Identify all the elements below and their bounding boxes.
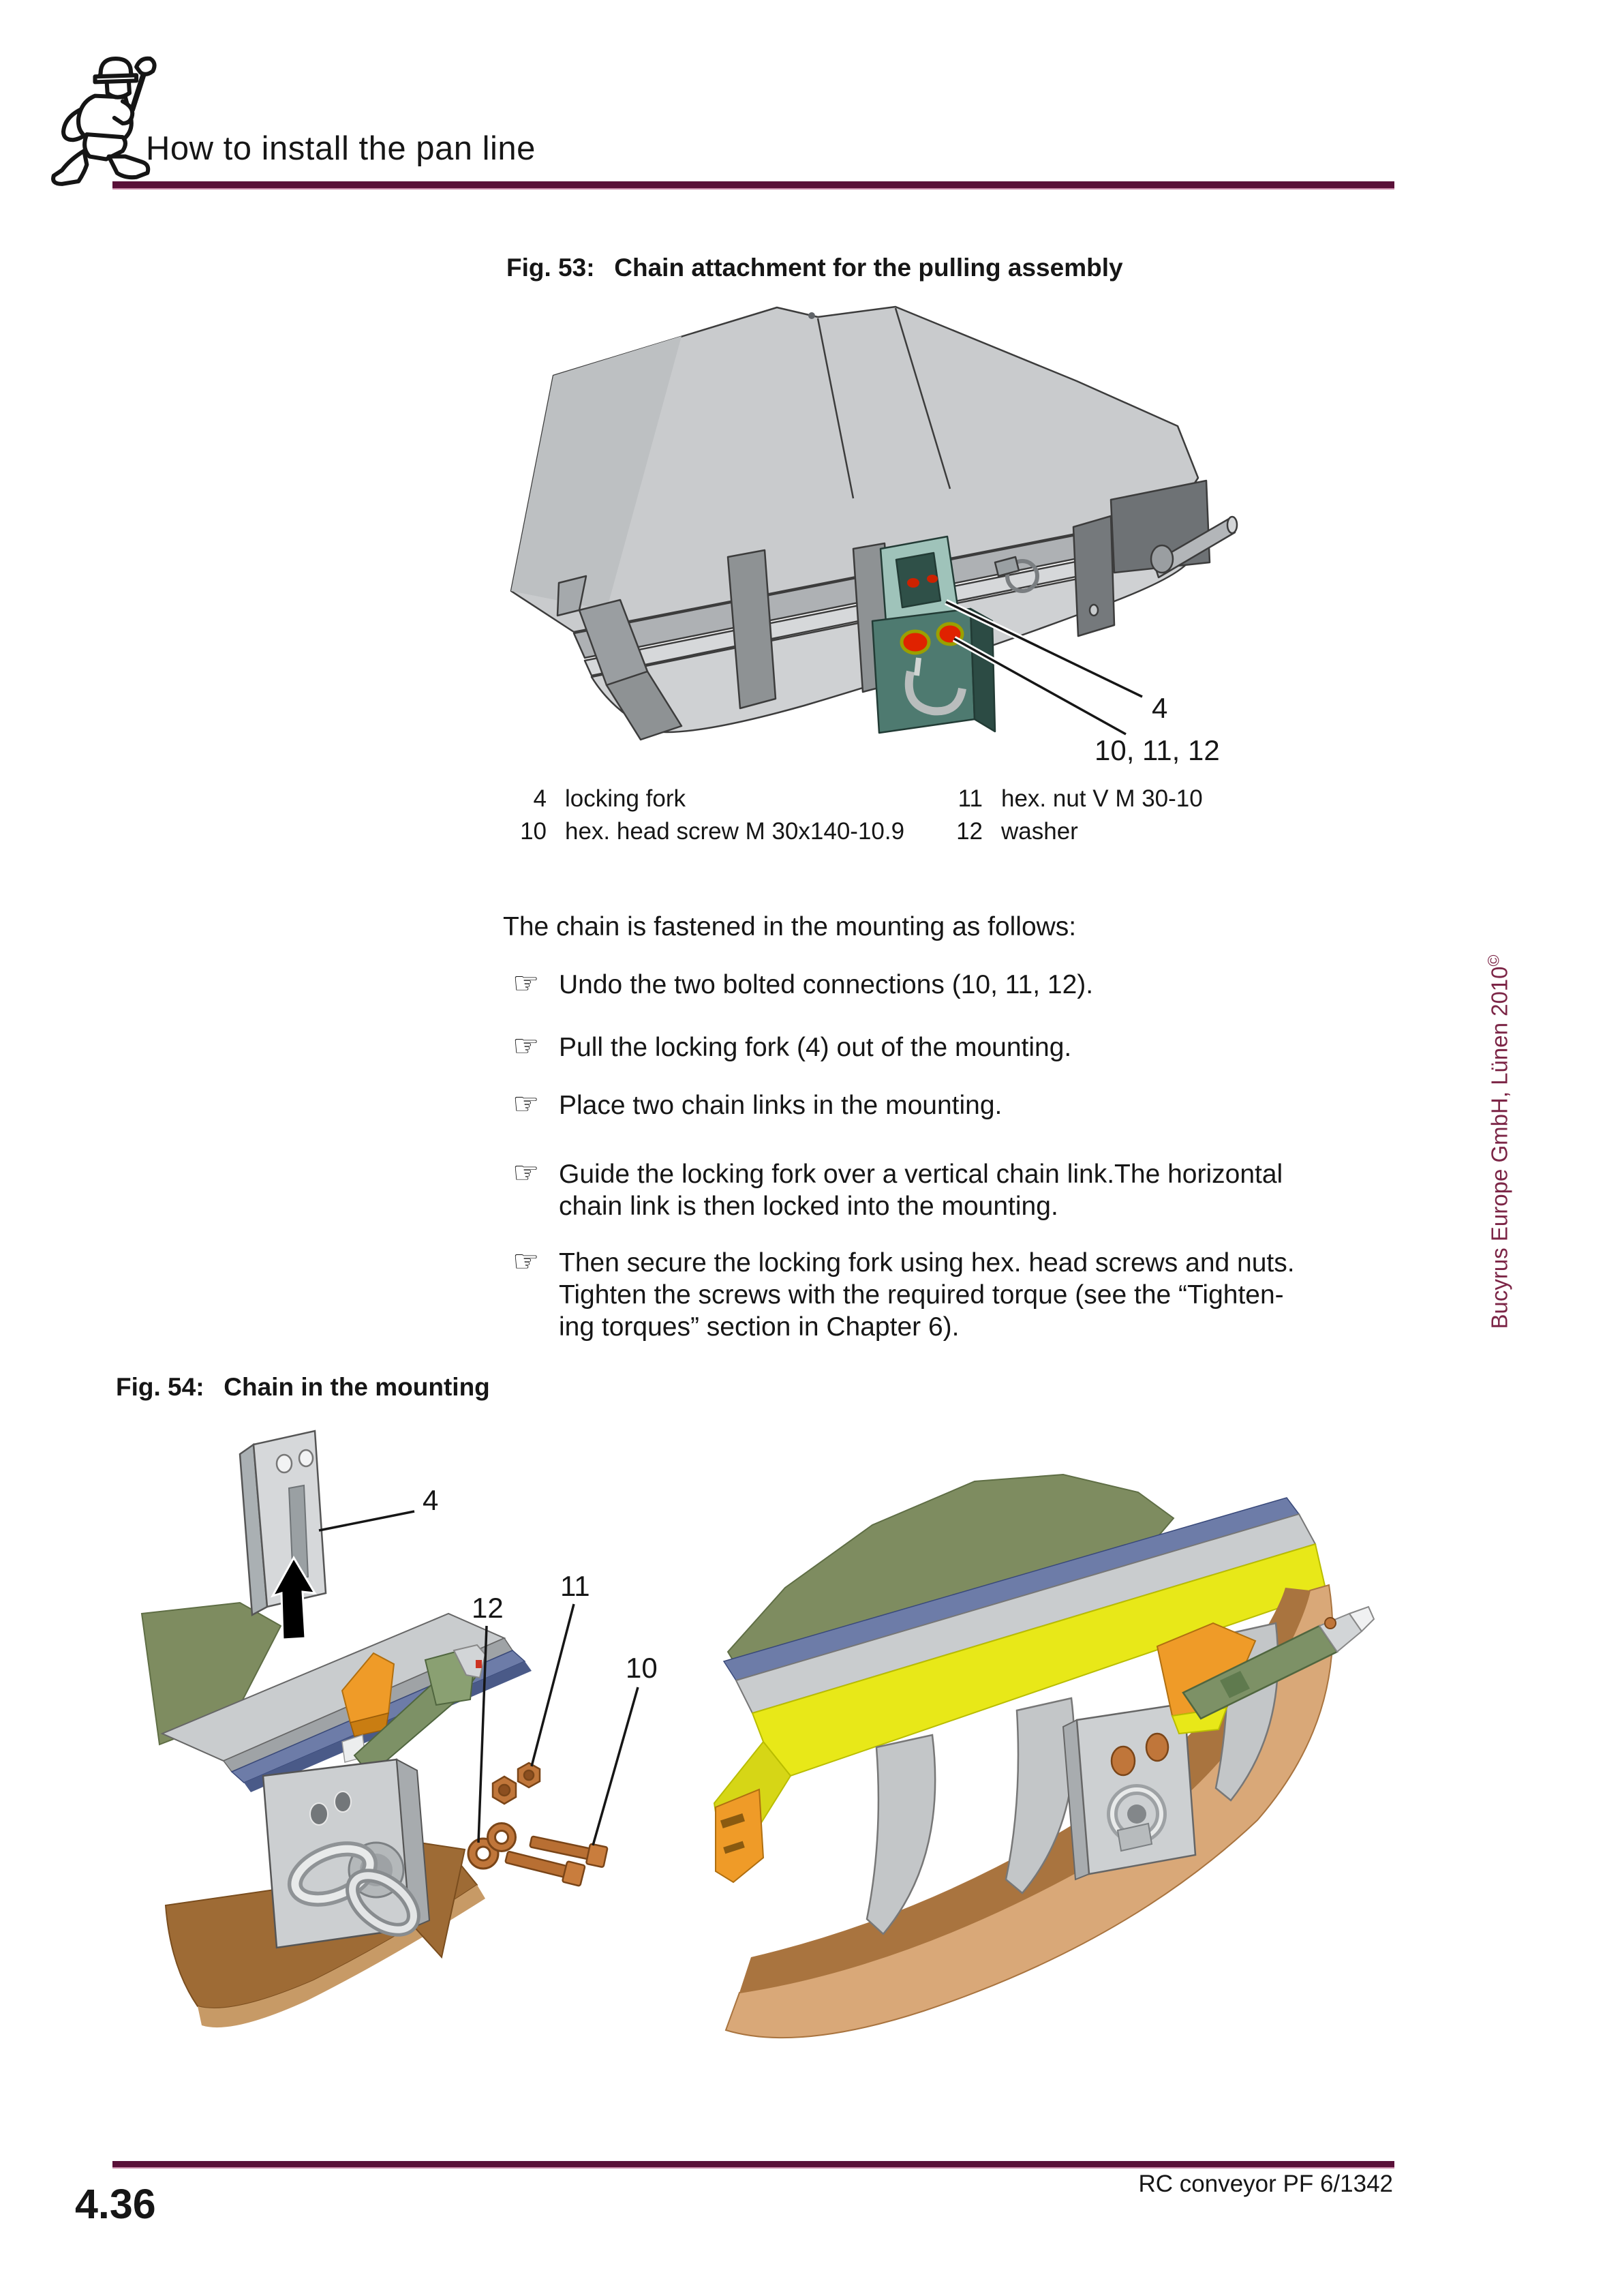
fig54-callout-nut: 11: [560, 1570, 590, 1602]
header-rule: [112, 181, 1394, 190]
page-title: How to install the pan line: [146, 130, 536, 167]
pointing-hand-icon: ☞: [512, 1245, 540, 1278]
instruction-step: [512, 969, 1093, 1001]
fig54-callout-washer: 12: [472, 1592, 504, 1624]
pointing-hand-icon: ☞: [512, 1087, 540, 1121]
fig54-caption-text: Chain in the mounting: [224, 1373, 490, 1401]
copyright-sidebar: [1485, 955, 1513, 1329]
instruction-step: [512, 1158, 1283, 1222]
intro-paragraph: The chain is fastened in the mounting as follows:: [503, 912, 1077, 941]
legend-item-hex-head-screw: [504, 818, 904, 845]
legend-item-locking-fork: [504, 785, 686, 813]
step-line: Pull the locking fork (4) out of the mounting.: [559, 1033, 1072, 1062]
hex-nuts: [493, 1763, 540, 1804]
fig54-callout-screw: 10: [626, 1652, 658, 1684]
copyright-text: Bucyrus Europe GmbH, Lünen 2010: [1486, 966, 1512, 1329]
hex-head-screws: [504, 1832, 608, 1886]
step-line: Tighten the screws with the required torque (see the “Tighten-: [559, 1280, 1284, 1310]
step-line: chain link is then locked into the mounting.: [559, 1192, 1058, 1221]
pointing-hand-icon: ☞: [512, 1156, 540, 1190]
instruction-step: [512, 1247, 1295, 1343]
legend-num: 11: [958, 785, 983, 812]
legend-num: 10: [520, 818, 547, 845]
copyright-symbol: ©: [1484, 954, 1503, 967]
legend-item-hex-nut: [940, 785, 1203, 813]
fig54-left-assembly: [142, 1431, 658, 2027]
document-reference: RC conveyor PF 6/1342: [1138, 2171, 1393, 2197]
step-line: Place two chain links in the mounting.: [559, 1091, 1003, 1120]
legend-item-washer: [940, 818, 1078, 845]
fig53-callout-bolts: 10, 11, 12: [1095, 734, 1220, 766]
fig53-caption-text: Chain attachment for the pulling assembly: [614, 254, 1123, 282]
fig53-caption: [506, 254, 1123, 282]
instruction-step: [512, 1089, 1002, 1121]
legend-text: hex. head screw M 30x140-10.9: [565, 818, 905, 845]
fig54-caption: [116, 1373, 490, 1402]
legend-text: locking fork: [565, 785, 686, 812]
step-line: Undo the two bolted connections (10, 11, 12).: [559, 970, 1094, 999]
fig53-caption-label: Fig. 53:: [506, 254, 595, 282]
step-line: Then secure the locking fork using hex. head screws and nuts.: [559, 1248, 1295, 1278]
fig53-illustration-pan-line: [477, 290, 1240, 777]
pointing-hand-icon: ☞: [512, 967, 540, 1000]
pointing-hand-icon: ☞: [512, 1029, 540, 1063]
fig53-callout-fork: 4: [1152, 692, 1168, 724]
legend-text: hex. nut V M 30-10: [1001, 785, 1203, 812]
legend-num: 12: [956, 818, 983, 845]
worker-with-wrench-icon: [45, 55, 215, 192]
legend-text: washer: [1001, 818, 1078, 845]
footer-rule: [112, 2161, 1394, 2169]
instruction-step: [512, 1031, 1071, 1063]
step-line: Guide the locking fork over a vertical chain link.The horizontal: [559, 1160, 1283, 1189]
page-number: 4.36: [75, 2181, 156, 2227]
legend-num: 4: [533, 785, 547, 812]
fig54-caption-label: Fig. 54:: [116, 1373, 204, 1401]
fig54-callout-fork: 4: [423, 1484, 439, 1516]
fig54-right-assembly: [714, 1475, 1374, 2038]
step-line: ing torques” section in Chapter 6).: [559, 1312, 960, 1342]
fig54-illustration-chain-mounting: [68, 1421, 1383, 2055]
